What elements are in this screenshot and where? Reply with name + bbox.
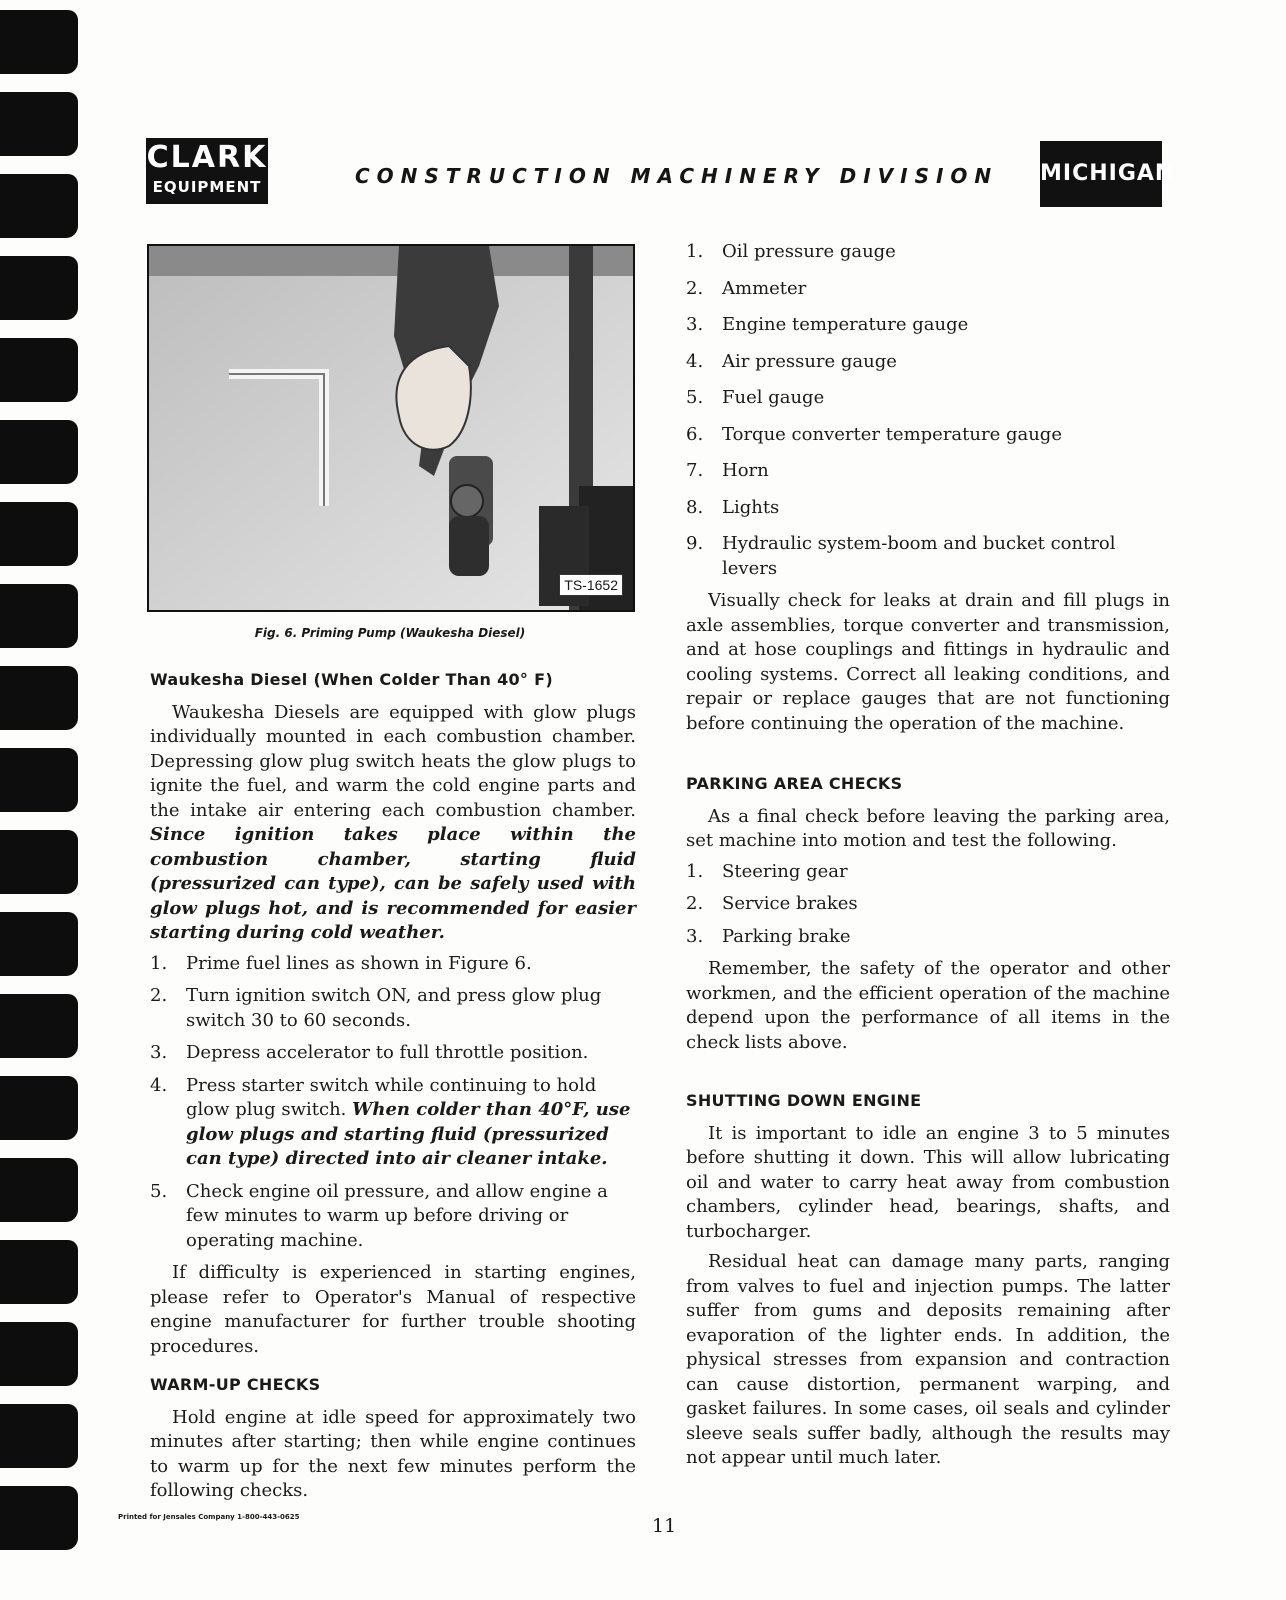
item-text: Lights (722, 496, 780, 518)
paragraph-idle: It is important to idle an engine 3 to 5 minutes before shutting it down. This will allow lubricating oil and water to carry heat away from combustion chambers, cylinder head, bearings, shafts, and turbocharger. (686, 1122, 1170, 1242)
item-text: Hydraulic system-boom and bucket control levers (722, 533, 1116, 579)
heading-shutdown: SHUTTING DOWN ENGINE (686, 1091, 922, 1110)
step-text: Check engine oil pressure, and allow engine a few minutes to warm up before driving or operating machine. (186, 1180, 608, 1251)
gauges-list (686, 240, 1170, 581)
starting-steps-list (150, 952, 636, 1254)
binding-hole (0, 1240, 78, 1304)
step-emphasis: When colder than 40°F, use glow plugs and starting fluid (pressurized can type) directed into air cleaner intake. (186, 1099, 631, 1169)
list-item (686, 892, 1170, 917)
item-number: 3. (686, 314, 704, 335)
heading-parking: PARKING AREA CHECKS (686, 774, 903, 793)
list-item (686, 277, 1170, 302)
paragraph-leaks: Visually check for leaks at drain and fill plugs in axle assemblies, torque converter and transmission, and at hose couplings and fittings in hydraulic and cooling systems. Correct all leaking conditions, and repair or replace gauges that are not functioning before continuing the operation of the machine. (686, 590, 1170, 734)
list-item (686, 532, 1170, 581)
item-number: 2. (686, 893, 704, 914)
spiral-binding (0, 0, 80, 1600)
glow-plugs-emphasis: Since ignition takes place within the combustion chamber, starting fluid (pressurized can type), can be safely used with glow plugs hot, and is recommended for easier starting during cold weather. (150, 824, 636, 943)
logo-clark-text: CLARK (146, 140, 268, 175)
binding-hole (0, 666, 78, 730)
item-text: Ammeter (722, 277, 807, 299)
item-text: Oil pressure gauge (722, 241, 896, 262)
item-number: 7. (686, 460, 704, 481)
step-text: Depress accelerator to full throttle position. (186, 1042, 589, 1063)
list-item (150, 1041, 636, 1066)
photo-illustration (149, 246, 633, 610)
logo-equipment-text: EQUIPMENT (152, 178, 262, 196)
binding-hole (0, 1404, 78, 1468)
binding-hole (0, 502, 78, 566)
item-number: 8. (686, 496, 704, 518)
item-text: Horn (722, 460, 769, 481)
item-text: Service brakes (722, 893, 858, 914)
step-text: Press starter switch while continuing to hold glow plug switch. (186, 1074, 597, 1120)
printed-for-notice: Printed for Jensales Company 1-800-443-0625 (118, 1513, 300, 1521)
figure-caption: Fig. 6. Priming Pump (Waukesha Diesel) (254, 626, 526, 640)
list-item (686, 860, 1170, 885)
figure-id-label: TS-1652 (559, 574, 623, 596)
binding-hole (0, 748, 78, 812)
binding-hole (0, 256, 78, 320)
list-item (150, 1180, 636, 1254)
item-text: Parking brake (722, 925, 851, 947)
page-header (0, 0, 1286, 230)
heading-waukesha: Waukesha Diesel (When Colder Than 40° F) (150, 670, 553, 689)
glow-plugs-text: Waukesha Diesels are equipped with glow plugs individually mounted in each combustion chamber. Depressing glow plug switch heats the glow plugs to ignite the fuel, and warm the cold engine parts and the intake air entering each combustion chamber. (150, 701, 636, 821)
step-text: Prime fuel lines as shown in Figure 6. (186, 952, 532, 974)
item-number: 3. (686, 925, 704, 947)
paragraph-warm-up: Hold engine at idle speed for approximately two minutes after starting; then while engine continues to warm up for the next few minutes perform the following checks. (150, 1406, 636, 1501)
binding-hole (0, 994, 78, 1058)
parking-list (686, 860, 1170, 950)
binding-hole (0, 1486, 78, 1550)
item-number: 1. (686, 860, 704, 882)
list-item (686, 423, 1170, 448)
step-number: 5. (150, 1180, 168, 1202)
step-number: 1. (150, 952, 168, 974)
list-item (686, 313, 1170, 338)
list-item (150, 1074, 636, 1172)
paragraph-remember: Remember, the safety of the operator and other workmen, and the efficient operation of the machine depend upon the performance of all items in the check lists above. (686, 958, 1170, 1053)
step-number: 3. (150, 1042, 168, 1063)
step-number: 4. (150, 1074, 168, 1096)
paragraph-residual-heat: Residual heat can damage many parts, ranging from valves to fuel and injection pumps. The latter suffer from gums and deposits remaining after evaporation of the lighter ends. In addition, the physical stresses from expansion and contraction can cause distortion, permanent warping, and gasket failures. In some cases, oil seals and cylinder sleeve seals suffer badly, although the results may not appear until much later. (686, 1251, 1170, 1468)
list-item (150, 984, 636, 1033)
item-number: 9. (686, 533, 704, 554)
binding-hole (0, 584, 78, 648)
list-item (686, 496, 1170, 521)
right-column (686, 240, 1170, 1477)
item-number: 4. (686, 350, 704, 372)
item-text: Torque converter temperature gauge (722, 423, 1062, 445)
list-item (686, 350, 1170, 375)
list-item (686, 459, 1170, 484)
step-text-wrapper (186, 1074, 636, 1172)
item-number: 5. (686, 387, 704, 408)
left-column (150, 668, 636, 1510)
binding-hole (0, 1076, 78, 1140)
item-number: 2. (686, 277, 704, 299)
clark-equipment-logo (146, 138, 268, 204)
list-item (686, 240, 1170, 265)
paragraph-difficulty: If difficulty is experienced in starting engines, please refer to Operator's Manual of respective engine manufacturer for further trouble shooting procedures. (150, 1262, 636, 1357)
item-text: Air pressure gauge (722, 350, 897, 372)
binding-hole (0, 420, 78, 484)
paragraph-parking: As a final check before leaving the parking area, set machine into motion and test the following. (686, 805, 1170, 851)
list-item (686, 386, 1170, 411)
paragraph-glow-plugs (150, 701, 636, 946)
heading-warm-up: WARM-UP CHECKS (150, 1375, 321, 1394)
item-number: 6. (686, 423, 704, 445)
step-number: 2. (150, 985, 168, 1006)
item-text: Fuel gauge (722, 387, 825, 408)
division-title: CONSTRUCTION MACHINERY DIVISION (355, 164, 999, 188)
list-item (150, 952, 636, 977)
item-number: 1. (686, 241, 704, 262)
michigan-logo: MICHIGAN (1040, 141, 1162, 207)
binding-hole (0, 912, 78, 976)
binding-hole (0, 338, 78, 402)
binding-hole (0, 830, 78, 894)
item-text: Steering gear (722, 860, 848, 882)
step-text: Turn ignition switch ON, and press glow plug switch 30 to 60 seconds. (186, 985, 602, 1031)
page-number: 11 (652, 1515, 677, 1537)
item-text: Engine temperature gauge (722, 314, 969, 335)
binding-hole (0, 1322, 78, 1386)
list-item (686, 925, 1170, 950)
priming-pump-photo (147, 244, 635, 612)
binding-hole (0, 1158, 78, 1222)
